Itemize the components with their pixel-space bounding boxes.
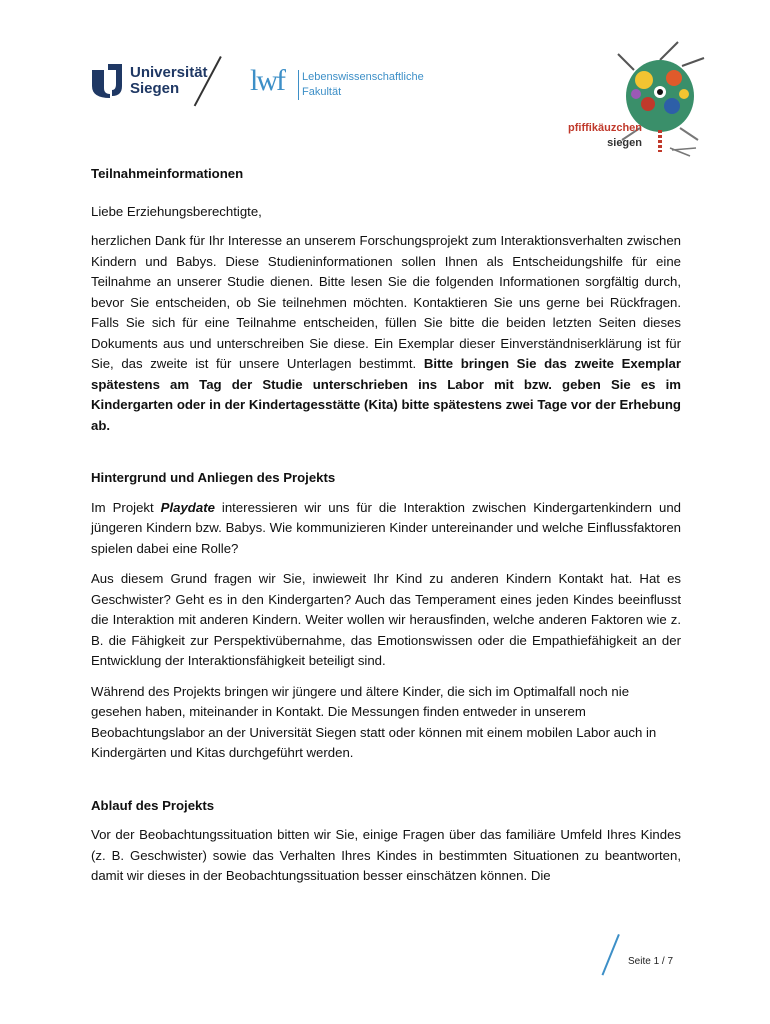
section-background-paragraph-2: Aus diesem Grund fragen wir Sie, inwieweit Ihr Kind zu anderen Kindern Kontakt hat. Hat es Geschwister? Geht es in den Kindergarten? Auch das Temperament eines jeden Kindes beeinflusst die Interaktion mit anderen Kindern. Weiter wollen wir herausfinden, welche anderen Faktoren wie z. B. die Fähigkeit zur Perspektivübernahme, das Emotionswissen oder die Empathiefähigkeit an der Entwicklung der Interaktionsfähigkeit beteiligt sind. [91, 571, 681, 668]
mascot-label-line1: pfiffikäuzchen [568, 122, 642, 134]
section-heading-background: Hintergrund und Anliegen des Projekts [91, 470, 336, 485]
page-number: Seite 1 / 7 [628, 956, 674, 967]
faculty-name-line1: Lebenswissenschaftliche [302, 71, 424, 83]
intro-text: herzlichen Dank für Ihr Interesse an unserem Forschungsprojekt zum Interaktionsverhalten zwischen Kindern und Babys. Diese Studieninformationen sollen Ihnen als Entscheidungshilfe für eine Teilnahme an unserer Studie dienen. Bitte lesen Sie die folgenden Informationen sorgfältig durch, bevor Sie entscheiden, ob Sie teilnehmen möchten. Kontaktieren Sie uns gerne bei Rückfragen. Falls Sie sich für eine Teilnahme entscheiden, füllen Sie bitte die beiden letzten Seiten dieses Dokuments aus und unterschreiben Sie diese. Ein Exemplar dieser Einverständniserklärung ist für Sie, das zweite ist für unsere Unterlagen bestimmt. [91, 233, 681, 371]
intro-instruction-bold: Bitte bringen Sie das zweite Exemplar spätestens am Tag der Studie unterschrieben ins Labor mit bzw. geben Sie es im Kindergarten oder in der Kindertagesstätte (Kita) bitte spätestens zwei Tage vor der Erhebung ab. [91, 356, 681, 433]
university-wordmark [130, 65, 208, 97]
mascot-wordmark [560, 121, 642, 151]
footer-divider [602, 934, 620, 976]
section-procedure-paragraph-1: Vor der Beobachtungssituation bitten wir Sie, einige Fragen über das familiäre Umfeld Ihres Kindes (z. B. Geschwister) sowie das Verhalten Ihres Kindes in bestimmten Situationen zu beantworten, damit wir dieses in der Beobachtungssituation besser einschätzen können. Die [91, 827, 681, 883]
university-name-line2: Siegen [130, 80, 180, 97]
project-description-text: interessieren wir uns für die Interaktion zwischen Kindergartenkindern und jüngeren Kindern bzw. Babys. Wie kommunizieren Kinder untereinander und welche Einflussfaktoren spielen dabei eine Rolle? [91, 499, 681, 556]
document-title: Teilnahmeinformationen [91, 166, 244, 181]
project-intro-text: Im Projekt [91, 499, 161, 515]
section-background-paragraph-1 [91, 498, 681, 560]
document-header [0, 0, 770, 160]
greeting: Liebe Erziehungsberechtigte, [91, 203, 262, 219]
section-heading-procedure: Ablauf des Projekts [91, 797, 215, 813]
university-name-line1: Universität [130, 64, 208, 81]
section-background-paragraph-3: Während des Projekts bringen wir jüngere und ältere Kinder, die sich im Optimalfall noch nie gesehen haben, miteinander in Kontakt. Die Messungen finden entweder in unserem Beobachtungslabor an der Universität Siegen statt oder können mit einem mobilen Labor auch in Kindergärten und Kitas durchgeführt werden. [91, 683, 657, 760]
university-shield-icon [90, 62, 124, 98]
faculty-abbreviation: lwf [250, 64, 284, 97]
faculty-name-line2: Fakultät [302, 86, 342, 98]
faculty-name [298, 70, 424, 100]
project-name: Playdate [160, 499, 215, 515]
document-body [91, 164, 681, 887]
intro-paragraph [91, 231, 681, 436]
mascot-label-line2: siegen [607, 137, 642, 149]
